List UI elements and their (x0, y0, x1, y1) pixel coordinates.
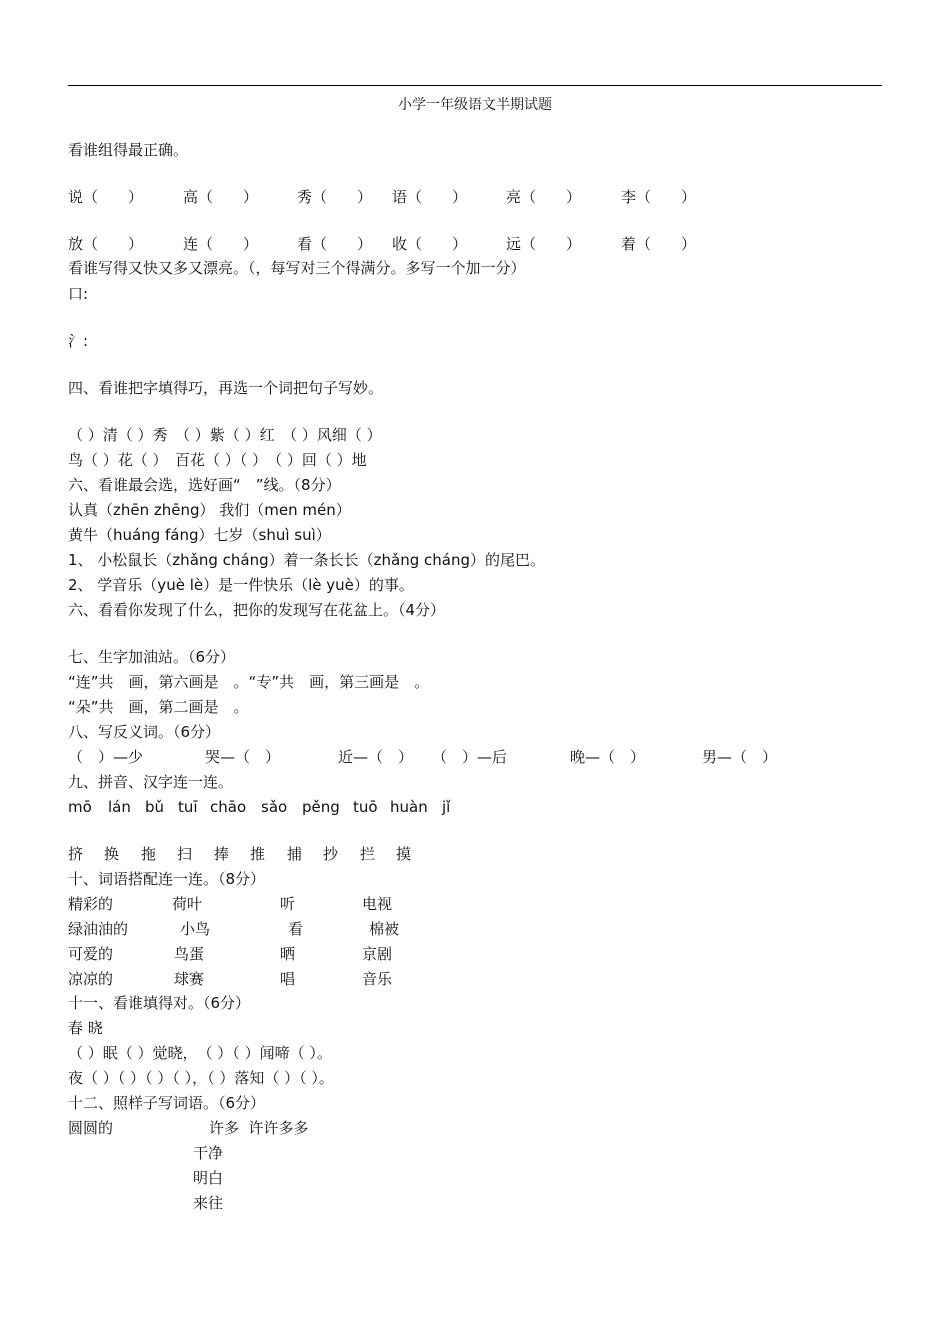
q12-word-2: 明白 (193, 1169, 224, 1187)
q7-heading: 七、生字加油站。（6分） (68, 648, 236, 666)
q9-pinyin-4: tuī (178, 798, 198, 816)
q9-char-9: 拦 (360, 845, 376, 863)
q8-item-3: 近—（ ） (338, 748, 414, 766)
q9-pinyin-7: pěng (302, 798, 340, 816)
q10-r1-b: 荷叶 (172, 895, 203, 913)
q1-r1-c6: 李（ ） (621, 188, 697, 206)
q10-r4-c: 唱 (280, 970, 296, 988)
q10-r2-b: 小鸟 (180, 920, 211, 938)
q9-pinyin-5: chāo (210, 798, 247, 816)
q4-heading: 四、看谁把字填得巧，再选一个词把句子写妙。 (68, 379, 384, 397)
q8-heading: 八、写反义词。（6分） (68, 723, 221, 741)
q9-char-10: 摸 (396, 845, 412, 863)
q4-row1: （ ）清（ ）秀 （ ）紫（ ）红 （ ）风细（ ） (68, 426, 382, 444)
q1-r2-c1: 放（ ） (68, 235, 144, 253)
q1-r2-c3: 看（ ） (297, 235, 373, 253)
q8-item-4: （ ）—后 (432, 748, 508, 766)
q10-r2-c: 看 (288, 920, 304, 938)
q6a-line1: 认真（zhēn zhēng） 我们（men mén） (68, 501, 351, 519)
q1-r2-c6: 着（ ） (621, 235, 697, 253)
q8-item-1: （ ）—少 (68, 748, 144, 766)
q10-r4-d: 音乐 (362, 970, 393, 988)
page-title: 小学一年级语文半期试题 (398, 97, 552, 113)
q6a-heading: 六、看谁最会选，选好画“ ”线。（8分） (68, 476, 341, 494)
q10-r3-a: 可爱的 (68, 945, 114, 963)
q6a-line3: 1、 小松鼠长（zhǎng cháng）着一条长长（zhǎng cháng）的尾巴。 (68, 551, 545, 569)
q9-pinyin-6: sǎo (261, 798, 288, 816)
q12-word-1: 干净 (193, 1144, 224, 1162)
q9-char-6: 推 (250, 845, 266, 863)
q10-r3-b: 鸟蛋 (174, 945, 205, 963)
q2-line-kou: 口: (68, 285, 89, 303)
header-rule (68, 85, 882, 86)
q1-r1-c4: 语（ ） (392, 188, 468, 206)
q9-pinyin-3: bǔ (145, 798, 165, 816)
q1-r1-c5: 亮（ ） (506, 188, 582, 206)
q10-r4-a: 凉凉的 (68, 970, 114, 988)
q10-r1-c: 听 (280, 895, 296, 913)
q10-r3-c: 晒 (280, 945, 296, 963)
q11-poem-title: 春 晓 (68, 1019, 103, 1037)
q10-r1-a: 精彩的 (68, 895, 114, 913)
q10-r3-d: 京剧 (362, 945, 393, 963)
q2-instruction: 看谁写得又快又多又漂亮。（，每写对三个得满分。多写一个加一分） (68, 259, 526, 277)
q8-item-2: 哭—（ ） (205, 748, 281, 766)
q1-r2-c2: 连（ ） (183, 235, 259, 253)
q1-r1-c2: 高（ ） (183, 188, 259, 206)
q2-line-water: 氵: (68, 332, 89, 350)
q9-char-5: 捧 (214, 845, 230, 863)
q11-heading: 十一、看谁填得对。（6分） (68, 994, 251, 1012)
q7-line2: “朵”共 画，第二画是 。 (68, 698, 249, 716)
q9-char-7: 捕 (287, 845, 303, 863)
q1-r1-c3: 秀（ ） (297, 188, 373, 206)
q9-char-3: 拖 (141, 845, 157, 863)
q12-example-b: 许多 许许多多 (209, 1119, 309, 1137)
q1-r2-c5: 远（ ） (506, 235, 582, 253)
q8-item-5: 晚—（ ） (570, 748, 646, 766)
q9-pinyin-2: lán (108, 798, 131, 816)
q8-item-6: 男—（ ） (702, 748, 778, 766)
q9-heading: 九、拼音、汉字连一连。 (68, 773, 234, 791)
q1-r2-c4: 收（ ） (392, 235, 468, 253)
q9-char-8: 抄 (323, 845, 339, 863)
q1-instruction: 看谁组得最正确。 (68, 141, 189, 159)
q4-row2: 鸟（ ）花（ ） 百花（ ）（ ） （ ）回（ ）地 (68, 451, 367, 469)
q6b-heading: 六、看看你发现了什么，把你的发现写在花盆上。（4分） (68, 601, 446, 619)
q12-example-a: 圆圆的 (68, 1119, 114, 1137)
q10-r1-d: 电视 (362, 895, 393, 913)
q10-r2-a: 绿油油的 (68, 920, 129, 938)
q9-char-1: 挤 (68, 845, 84, 863)
q10-r4-b: 球赛 (174, 970, 205, 988)
q9-pinyin-1: mō (68, 798, 92, 816)
q6a-line4: 2、 学音乐（yuè lè）是一件快乐（lè yuè）的事。 (68, 576, 414, 594)
q12-word-3: 来往 (193, 1194, 224, 1212)
q7-line1: “连”共 画，第六画是 。“专”共 画，第三画是 。 (68, 673, 430, 691)
q12-heading: 十二、照样子写词语。（6分） (68, 1094, 266, 1112)
q9-char-2: 换 (104, 845, 120, 863)
q10-heading: 十、词语搭配连一连。（8分） (68, 870, 266, 888)
q6a-line2: 黄牛（huáng fáng）七岁（shuì suì） (68, 526, 331, 544)
q9-pinyin-10: jǐ (442, 798, 451, 816)
q9-pinyin-8: tuō (353, 798, 378, 816)
q10-r2-d: 棉被 (369, 920, 400, 938)
q11-line2: 夜（ ）（ ）（ ）（ ），（ ）落知（ ）（ ）。 (68, 1069, 334, 1087)
q9-char-4: 扫 (177, 845, 193, 863)
q11-line1: （ ）眠（ ）觉晓， （ ）（ ）闻啼（ ）。 (68, 1044, 332, 1062)
q9-pinyin-9: huàn (390, 798, 428, 816)
q1-r1-c1: 说（ ） (68, 188, 144, 206)
